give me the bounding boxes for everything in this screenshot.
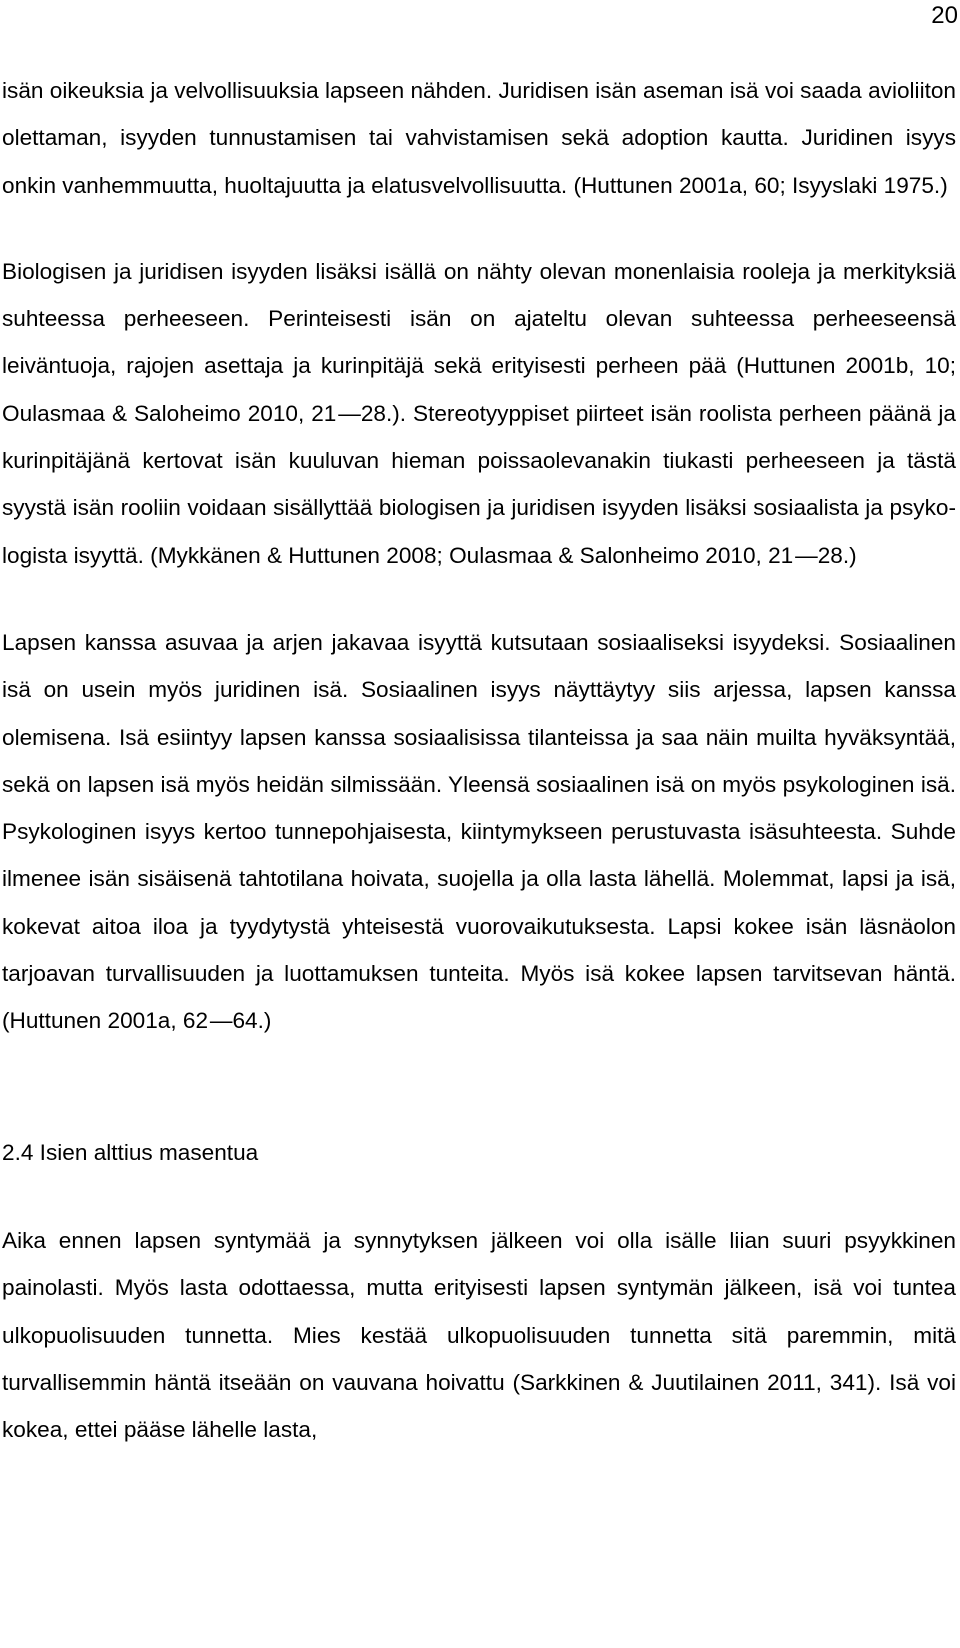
document-body (2, 67, 956, 1453)
page-number: 20 (931, 2, 958, 29)
section-heading: 2.4 Isien alttius masentua (2, 1139, 259, 1165)
paragraph-father-depression: Aika ennen lapsen syntymää ja synnytyksen jälkeen voi olla isälle liian suuri psyykkinen painolasti. Myös lasta odottaessa, mutta erityisesti lapsen syntymän jälkeen, isä voi tuntea ulkopuolisuuden tunnetta. Mies kestää ulkopuolisuuden tunnetta sitä paremmin, mitä turvallisemmin häntä itseään on vauvana hoivattu (Sarkkinen & Juutilainen 2011, 341). Isä voi kokea, ettei pääse lähelle lasta, (2, 1227, 956, 1443)
paragraph-father-roles: Biologisen ja juridisen isyyden lisäksi isällä on nähty olevan monenlaisia rooleja ja merkityksiä suhteessa perheeseen. Perinteisesti isän on ajateltu olevan suhteessa perheeseensä leiväntuoja, rajojen asettaja ja kurinpitäjä sekä erityisesti perheen pää (Huttunen 2001b, 10; Oulasmaa & Saloheimo 2010, 21 —28.). Stereotyyppiset piirteet isän roolista perheen päänä ja kurinpitäjänä kertovat isän kuuluvan hieman poissaolevanakin tiukasti perheeseen ja tästä syystä isän rooliin voidaan sisällyttää biologisen ja juridisen isyyden lisäksi sosiaalista ja psykologista isyyttä. (Mykkänen & Huttunen 2008; Oulasmaa & Salonheimo 2010, 21 —28.) (2, 258, 956, 568)
paragraph-social-fatherhood: Lapsen kanssa asuvaa ja arjen jakavaa isyyttä kutsutaan sosiaaliseksi isyydeksi. Sosiaalinen isä on usein myös juridinen isä. Sosiaalinen isyys näyttäytyy siis arjessa, lapsen kanssa olemisena. Isä esiintyy lapsen kanssa sosiaalisissa tilanteissa ja saa näin muilta hyväksyntää, sekä on lapsen isä myös heidän silmissään. Yleensä sosiaalinen isä on myös psykologinen isä. Psykologinen isyys kertoo tunnepohjaisesta, kiintymykseen perustuvasta isäsuhteesta. Suhde ilmenee isän sisäisenä tahtotilana hoivata, suojella ja olla lasta lähellä. Molemmat, lapsi ja isä, kokevat aitoa iloa ja tyydytystä yhteisestä vuorovaikutuksesta. Lapsi kokee isän läsnäolon tarjoavan turvallisuuden ja luottamuksen tunteita. Myös isä kokee lapsen tarvitsevan häntä. (Huttunen 2001a, 62 —64.) (2, 629, 956, 1034)
paragraph-legal-fatherhood: isän oikeuksia ja velvollisuuksia lapseen nähden. Juridisen isän aseman isä voi saada avioliiton olettaman, isyyden tunnustamisen tai vahvistamisen sekä adoption kautta. Juridinen isyys onkin vanhemmuutta, huoltajuutta ja elatusvelvollisuutta. (Huttunen 2001a, 60; Isyyslaki 1975.) (2, 78, 956, 198)
